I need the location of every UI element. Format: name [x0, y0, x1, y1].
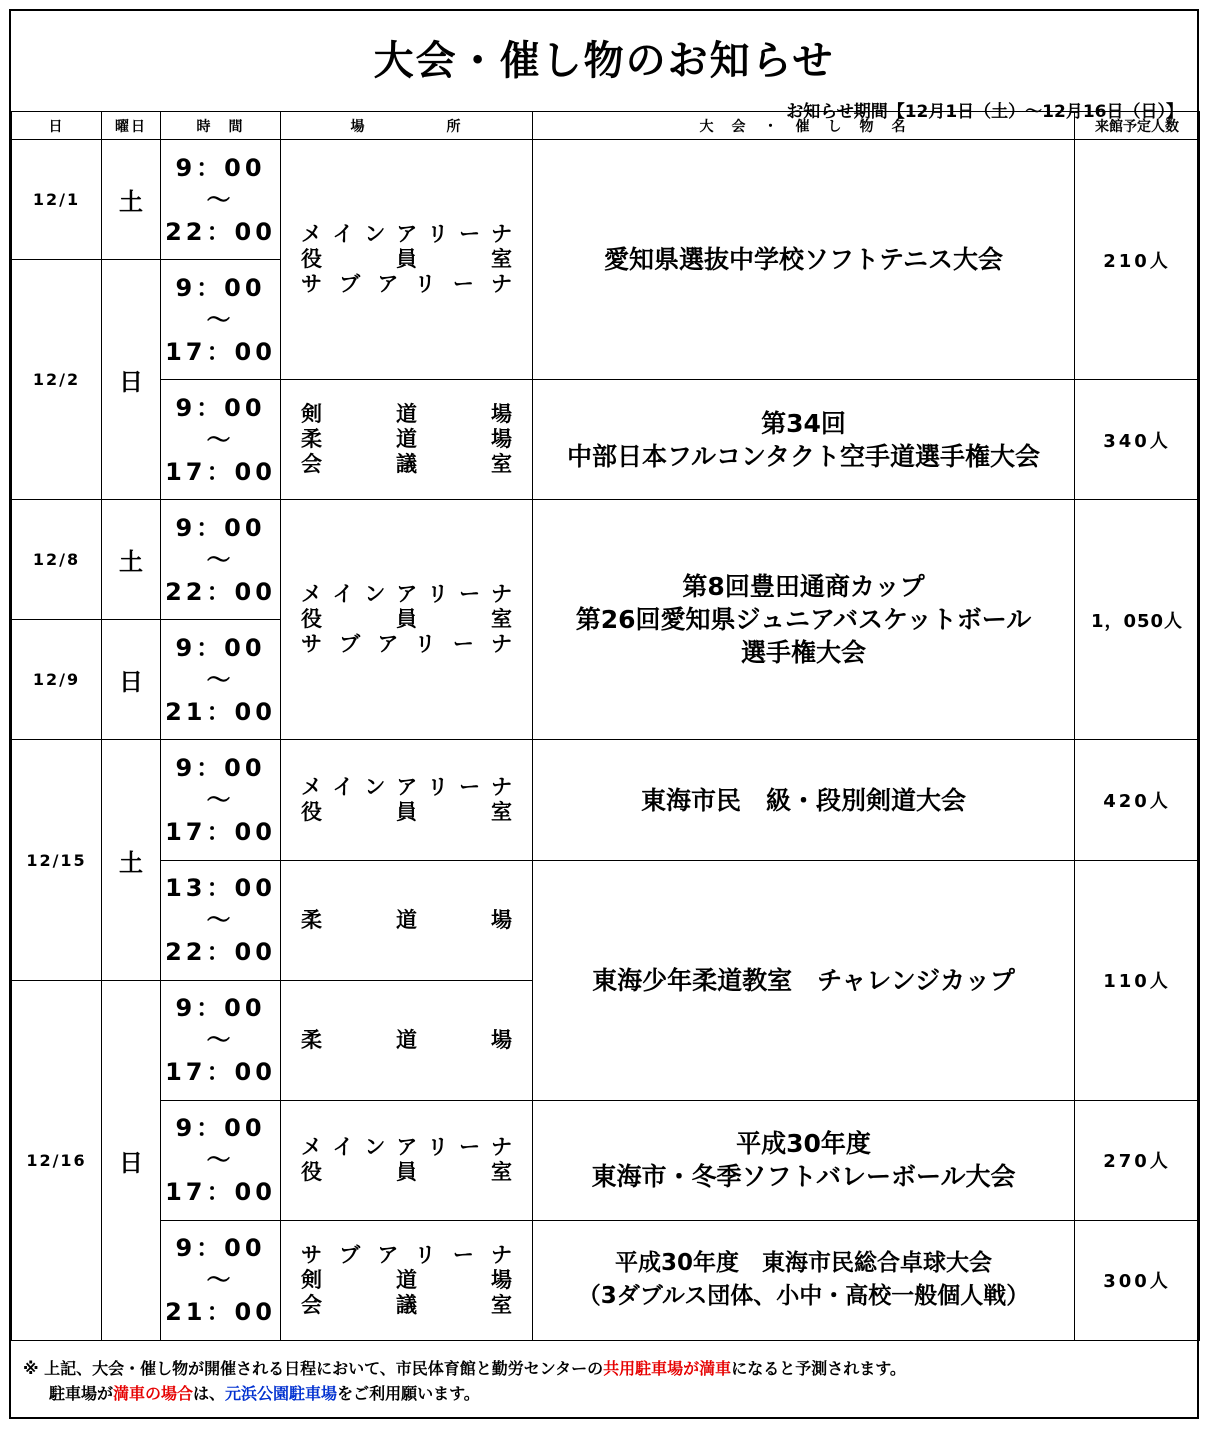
time-start: 9：00 — [175, 633, 266, 662]
count-cell: 340人 — [1075, 380, 1200, 500]
count-cell: 270人 — [1075, 1100, 1200, 1220]
place-line: 柔道場 — [301, 907, 512, 932]
time-tilde: ～ — [206, 305, 235, 334]
event-cell — [533, 1220, 1075, 1340]
time-end: 22：00 — [165, 938, 276, 967]
count-cell: 420人 — [1075, 740, 1200, 860]
time-cell — [161, 260, 281, 380]
time-tilde: ～ — [206, 545, 235, 574]
place-cell — [281, 1100, 533, 1220]
table-row — [12, 740, 1200, 860]
place-cell — [281, 860, 533, 980]
note-text: 駐車場が — [49, 1384, 114, 1403]
place-line: 会議室 — [301, 452, 512, 477]
place-line: メインアリーナ — [301, 582, 512, 607]
header-date: 日 — [12, 112, 102, 140]
time-end: 17：00 — [165, 1178, 276, 1207]
time-start: 9：00 — [175, 513, 266, 542]
dow-cell: 土 — [102, 140, 161, 260]
count-cell: 1，050人 — [1075, 500, 1200, 740]
time-end: 17：00 — [165, 818, 276, 847]
date-cell: 12/8 — [12, 500, 102, 620]
place-line: サブアリーナ — [301, 1242, 512, 1267]
event-cell — [533, 1100, 1075, 1220]
event-line: 平成30年度 東海市民総合卓球大会 — [614, 1250, 992, 1277]
event-cell — [533, 380, 1075, 500]
note-line-2 — [23, 1381, 906, 1406]
count-cell: 300人 — [1075, 1220, 1200, 1340]
place-line: メインアリーナ — [301, 222, 512, 247]
event-line: 第8回豊田通商カップ — [682, 572, 925, 602]
date-cell: 12/2 — [12, 260, 102, 500]
time-cell — [161, 980, 281, 1100]
time-cell — [161, 1220, 281, 1340]
event-line: 中部日本フルコンタクト空手道選手権大会 — [566, 441, 1040, 471]
dow-cell: 日 — [102, 980, 161, 1340]
place-line: メインアリーナ — [301, 775, 512, 800]
place-cell — [281, 380, 533, 500]
event-cell — [533, 740, 1075, 860]
place-line: 柔道場 — [301, 1027, 512, 1052]
event-line: （3ダブルス団体、小中・高校一般個人戦） — [577, 1283, 1030, 1310]
time-start: 9：00 — [175, 994, 266, 1023]
time-cell — [161, 620, 281, 740]
note-line-1 — [23, 1356, 906, 1381]
dow-cell: 日 — [102, 620, 161, 740]
note-text: になると予測されます。 — [731, 1359, 906, 1378]
header-time: 時 間 — [161, 112, 281, 140]
event-line: 第26回愛知県ジュニアバスケットボール — [575, 605, 1032, 635]
header-row — [12, 112, 1200, 140]
event-line: 東海少年柔道教室 チャレンジカップ — [592, 965, 1015, 995]
table-row — [12, 500, 1200, 620]
place-line: 会議室 — [301, 1292, 512, 1317]
place-line: 剣道場 — [301, 402, 512, 427]
note-highlight-red: 共用駐車場が満車 — [603, 1359, 732, 1378]
time-cell — [161, 140, 281, 260]
time-start: 9：00 — [175, 754, 266, 783]
time-start: 9：00 — [175, 1234, 266, 1263]
place-line: 役員室 — [301, 1160, 512, 1185]
place-line: メインアリーナ — [301, 1135, 512, 1160]
event-cell — [533, 860, 1075, 1100]
page-title: 大会・催し物のお知らせ — [373, 38, 835, 84]
time-end: 17：00 — [165, 337, 276, 366]
dow-cell: 土 — [102, 500, 161, 620]
time-end: 22：00 — [165, 217, 276, 246]
time-start: 9：00 — [175, 153, 266, 182]
time-cell — [161, 500, 281, 620]
place-line: サブアリーナ — [301, 272, 512, 297]
place-cell — [281, 140, 533, 380]
time-cell — [161, 860, 281, 980]
table-row — [12, 140, 1200, 260]
place-cell — [281, 740, 533, 860]
place-cell — [281, 500, 533, 740]
place-line: 柔道場 — [301, 427, 512, 452]
place-line: サブアリーナ — [301, 632, 512, 657]
time-tilde: ～ — [206, 425, 235, 454]
note-text: をご利用願います。 — [337, 1384, 480, 1403]
header-event: 大 会 ・ 催 し 物 名 — [533, 112, 1075, 140]
date-cell: 12/9 — [12, 620, 102, 740]
event-line: 東海市・冬季ソフトバレーボール大会 — [591, 1162, 1016, 1192]
event-cell — [533, 140, 1075, 380]
time-start: 13：00 — [165, 874, 276, 903]
count-cell: 210人 — [1075, 140, 1200, 380]
time-tilde: ～ — [206, 906, 235, 935]
time-end: 21：00 — [165, 697, 276, 726]
place-line: 役員室 — [301, 800, 512, 825]
place-line: 役員室 — [301, 247, 512, 272]
note-highlight-blue: 元浜公園駐車場 — [225, 1384, 338, 1403]
place-line: 剣道場 — [301, 1267, 512, 1292]
note-text: は、 — [193, 1384, 226, 1403]
place-cell — [281, 980, 533, 1100]
time-end: 22：00 — [165, 577, 276, 606]
event-cell — [533, 500, 1075, 740]
time-tilde: ～ — [206, 1146, 235, 1175]
event-line: 選手権大会 — [740, 638, 866, 668]
date-cell: 12/15 — [12, 740, 102, 980]
date-cell: 12/16 — [12, 980, 102, 1340]
dow-cell: 土 — [102, 740, 161, 980]
time-cell — [161, 1100, 281, 1220]
time-end: 17：00 — [165, 1058, 276, 1087]
time-tilde: ～ — [206, 665, 235, 694]
time-tilde: ～ — [206, 185, 235, 214]
time-start: 9：00 — [175, 1114, 266, 1143]
time-end: 17：00 — [165, 457, 276, 486]
time-cell — [161, 740, 281, 860]
place-cell — [281, 1220, 533, 1340]
table-row — [12, 860, 1200, 980]
place-line: 役員室 — [301, 607, 512, 632]
date-cell: 12/1 — [12, 140, 102, 260]
note-text: ※ 上記、大会・催し物が開催される日程において、市民体育館と勤労センターの — [23, 1359, 604, 1378]
notice-frame — [9, 9, 1199, 1419]
parking-note — [23, 1356, 906, 1406]
event-line: 第34回 — [761, 408, 846, 438]
table-row — [12, 380, 1200, 500]
header-count: 来館予定人数 — [1075, 112, 1200, 140]
dow-cell: 日 — [102, 260, 161, 500]
table-row — [12, 1220, 1200, 1340]
time-cell — [161, 380, 281, 500]
header-place: 場 所 — [281, 112, 533, 140]
event-line: 東海市民 級・段別剣道大会 — [640, 785, 966, 815]
event-line: 平成30年度 — [736, 1129, 871, 1159]
count-cell: 110人 — [1075, 860, 1200, 1100]
time-start: 9：00 — [175, 393, 266, 422]
time-tilde: ～ — [206, 1266, 235, 1295]
event-line: 愛知県選抜中学校ソフトテニス大会 — [603, 245, 1003, 275]
table-row — [12, 1100, 1200, 1220]
time-start: 9：00 — [175, 273, 266, 302]
header-dow: 曜日 — [102, 112, 161, 140]
notice-period: お知らせ期間【12月1日（土）～12月16日（日）】 — [786, 102, 1183, 122]
time-tilde: ～ — [206, 1026, 235, 1055]
time-end: 21：00 — [165, 1298, 276, 1327]
time-tilde: ～ — [206, 786, 235, 815]
note-highlight-red: 満車の場合 — [113, 1384, 194, 1403]
schedule-table — [11, 111, 1200, 1341]
